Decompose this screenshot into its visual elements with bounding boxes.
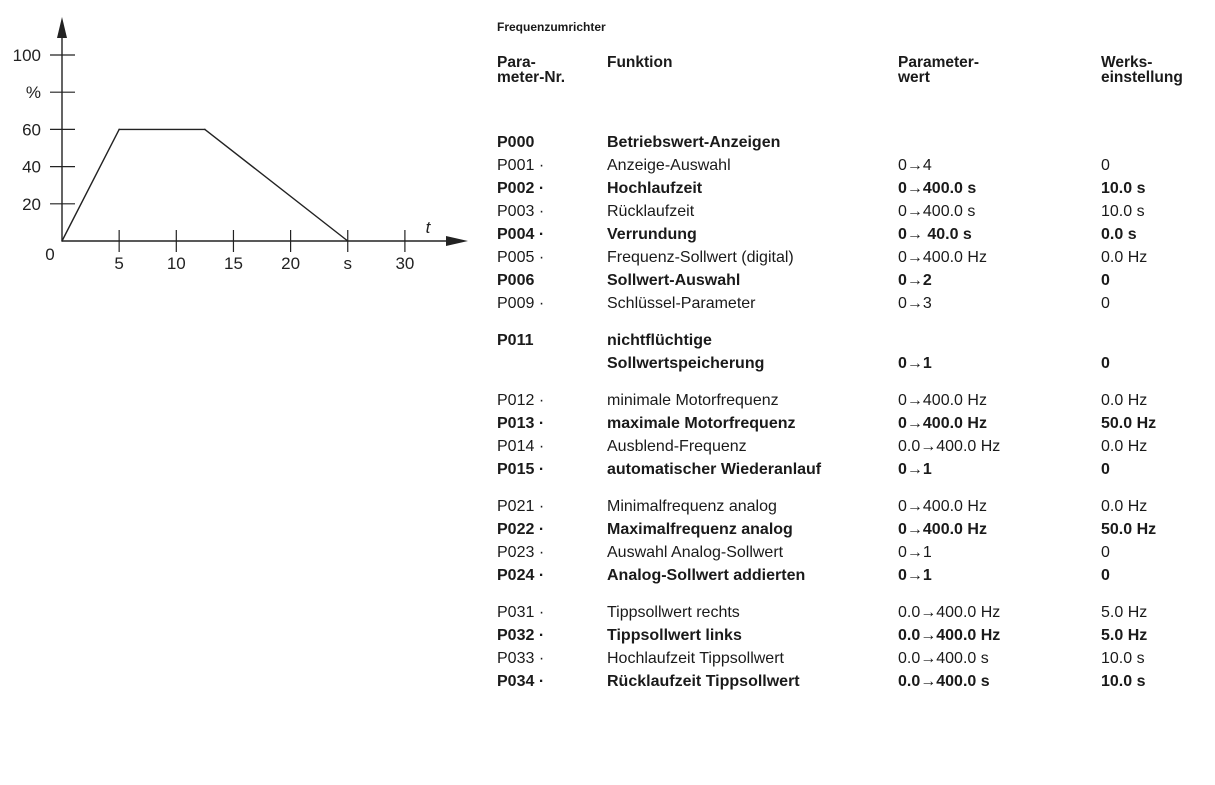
function-cell: Analog-Sollwert addierten [607,567,806,584]
default-value-cell: 10.0 s [1101,180,1146,197]
table-row [497,154,1212,177]
default-value-cell: 5.0 Hz [1101,627,1148,644]
table-row [497,292,1212,315]
parameter-value-cell: 0→4 [898,157,932,174]
parameter-value-cell: 0→400.0 Hz [898,521,987,538]
function-cell: Rücklaufzeit Tippsollwert [607,673,800,690]
parameter-value-cell: 0→400.0 Hz [898,249,987,266]
default-value-cell: 0 [1101,544,1110,561]
parameter-nr-cell: P004 · [497,226,545,243]
header-line: Para- [497,54,536,71]
data-point [347,240,349,242]
function-cell: Verrundung [607,226,697,243]
header-werkseinstellung [1101,55,1183,85]
y-tick-label: % [25,83,41,103]
parameter-value-cell: 0→ 40.0 s [898,226,972,243]
table-row [497,269,1212,292]
table-row [497,518,1212,541]
default-value-cell: 0 [1101,272,1110,289]
x-tick-label: 30 [395,254,415,273]
header-funktion [607,55,672,70]
parameter-value-cell: 0.0→400.0 Hz [898,438,1001,455]
table-row [497,541,1212,564]
function-cell: Hochlaufzeit Tippsollwert [607,650,784,667]
parameter-value-cell: 0→400.0 Hz [898,498,987,515]
parameter-value-cell: 0→1 [898,461,932,478]
y-tick-label: 40 [22,157,41,177]
parameter-value-cell: 0→400.0 Hz [898,392,987,409]
table-row [497,329,1212,352]
header-line: meter-Nr. [497,69,566,86]
ramp-chart [0,0,470,300]
x-tick-label: 5 [114,254,124,273]
parameter-nr-cell: P011 [497,332,534,349]
default-value-cell: 10.0 s [1101,203,1145,220]
function-cell: Schlüssel-Parameter [607,295,756,312]
parameter-nr-cell: P012 · [497,392,545,409]
default-value-cell: 0 [1101,355,1110,372]
function-cell: Anzeige-Auswahl [607,157,731,174]
parameter-nr-cell: P034 · [497,673,545,690]
table-row [497,389,1212,412]
parameter-value-cell: 0→1 [898,544,932,561]
parameter-nr-cell: P031 · [497,604,545,621]
function-cell: Betriebswert-Anzeigen [607,134,781,151]
function-cell: Tippsollwert rechts [607,604,740,621]
function-cell: Maximalfrequenz analog [607,521,793,538]
parameter-nr-cell: P014 · [497,438,545,455]
function-cell: Sollwert-Auswahl [607,272,741,289]
function-cell: minimale Motorfrequenz [607,392,779,409]
function-cell: Hochlaufzeit [607,180,703,197]
parameter-nr-cell: P013 · [497,415,545,432]
parameter-nr-cell: P024 · [497,567,545,584]
table-row [497,601,1212,624]
parameter-nr-cell: P022 · [497,521,545,538]
y-axis-arrow [57,17,67,38]
header-parameterwert [898,55,979,85]
x-tick-label: s [343,254,352,273]
table-row [497,647,1212,670]
function-cell: maximale Motorfrequenz [607,415,796,432]
function-cell: Sollwertspeicherung [607,355,765,372]
function-cell: Minimalfrequenz analog [607,498,777,515]
function-cell: automatischer Wiederanlauf [607,461,822,478]
x-axis-label: t [425,218,431,237]
default-value-cell: 0 [1101,157,1110,174]
header-parameter-nr [497,55,565,85]
parameter-value-cell: 0→3 [898,295,932,312]
data-point [204,129,206,131]
x-tick-label: 15 [223,254,243,273]
default-value-cell: 0 [1101,295,1110,312]
header-line: Werks- [1101,54,1153,71]
function-cell: Rücklaufzeit [607,203,695,220]
parameter-value-cell: 0→400.0 s [898,203,976,220]
function-cell: Frequenz-Sollwert (digital) [607,249,794,266]
parameter-value-cell: 0→1 [898,567,932,584]
function-cell: Auswahl Analog-Sollwert [607,544,784,561]
y-tick-label: 60 [22,120,41,140]
parameter-nr-cell: P033 · [497,650,545,667]
default-value-cell: 5.0 Hz [1101,604,1148,621]
table-row [497,177,1212,200]
table-row [497,670,1212,693]
table-row [497,458,1212,481]
default-value-cell: 0 [1101,567,1110,584]
parameter-value-cell: 0→2 [898,272,932,289]
parameter-nr-cell: P003 · [497,203,545,220]
parameter-nr-cell: P023 · [497,544,545,561]
table-title: Frequenzumrichter [497,20,606,34]
data-point [61,240,63,242]
table-body [497,131,1212,693]
parameter-value-cell: 0→400.0 Hz [898,415,987,432]
data-point [118,129,120,131]
function-cell: Tippsollwert links [607,627,742,644]
table-row [497,131,1212,154]
default-value-cell: 0.0 Hz [1101,249,1148,266]
x-tick-label: 20 [281,254,301,273]
x-axis-arrow [446,236,468,246]
ramp-chart-svg [0,0,470,300]
parameter-nr-cell: P000 [497,134,535,151]
parameter-value-cell: 0→1 [898,355,932,372]
parameter-nr-cell: P002 · [497,180,545,197]
table-row [497,495,1212,518]
table-row [497,200,1212,223]
default-value-cell: 10.0 s [1101,650,1145,667]
parameter-value-cell: 0.0→400.0 s [898,650,989,667]
header-line: wert [898,69,930,86]
table-row [497,412,1212,435]
table-row [497,352,1212,375]
table-row [497,246,1212,269]
parameter-nr-cell: P032 · [497,627,545,644]
default-value-cell: 0.0 Hz [1101,438,1148,455]
parameter-nr-cell: P021 · [497,498,545,515]
table-row [497,435,1212,458]
parameter-nr-cell: P015 · [497,461,545,478]
header-line: einstellung [1101,69,1183,86]
parameter-value-cell: 0→400.0 s [898,180,977,197]
parameter-nr-cell: P005 · [497,249,545,266]
y-tick-label: 100 [12,46,41,65]
default-value-cell: 0.0 Hz [1101,498,1148,515]
table-row [497,564,1212,587]
origin-label: 0 [45,245,55,264]
series-line [62,129,348,241]
y-tick-label: 20 [22,194,41,214]
parameter-value-cell: 0.0→400.0 s [898,673,990,690]
table-row [497,223,1212,246]
default-value-cell: 10.0 s [1101,673,1146,690]
default-value-cell: 0.0 Hz [1101,392,1148,409]
parameter-value-cell: 0.0→400.0 Hz [898,604,1001,621]
parameter-nr-cell: P001 · [497,157,545,174]
parameter-nr-cell: P006 [497,272,535,289]
default-value-cell: 0 [1101,461,1110,478]
header-line: Parameter- [898,54,979,71]
header-line: Funktion [607,54,673,71]
default-value-cell: 0.0 s [1101,226,1137,243]
x-tick-label: 10 [166,254,186,273]
default-value-cell: 50.0 Hz [1101,415,1157,432]
parameter-nr-cell: P009 · [497,295,545,312]
default-value-cell: 50.0 Hz [1101,521,1157,538]
function-cell: nichtflüchtige [607,332,712,349]
parameter-value-cell: 0.0→400.0 Hz [898,627,1001,644]
table-row [497,624,1212,647]
function-cell: Ausblend-Frequenz [607,438,747,455]
